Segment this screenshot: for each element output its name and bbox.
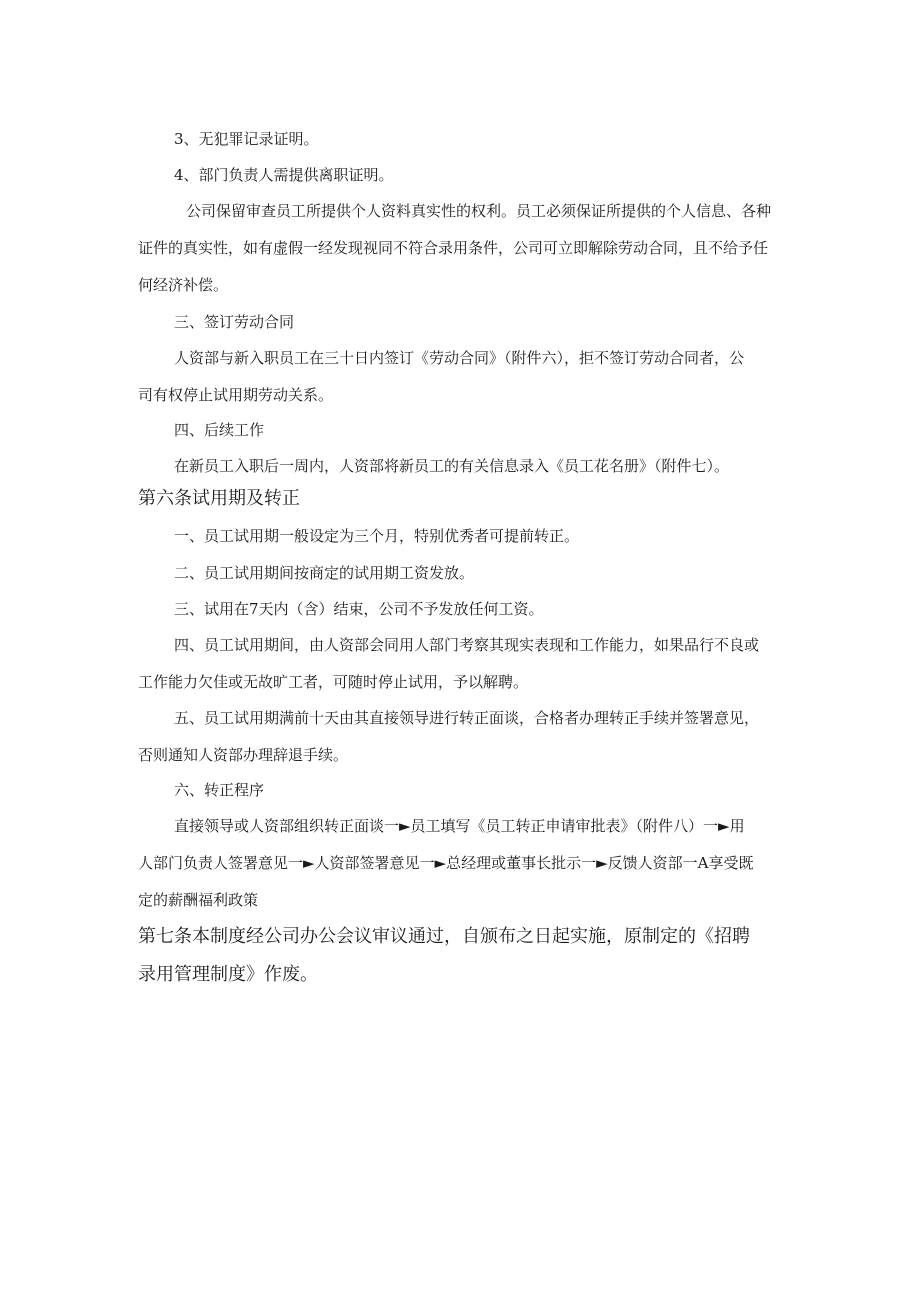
verification-paragraph	[138, 193, 786, 304]
paragraph-line: 何经济补偿。	[138, 276, 229, 294]
list-item-4: 4、部门负责人需提供离职证明。	[174, 166, 394, 184]
confirmation-procedure-paragraph	[138, 808, 786, 919]
article-6-item-5	[138, 700, 786, 774]
article-7-paragraph	[138, 918, 788, 994]
article-6-heading: 第六条试用期及转正	[138, 488, 300, 509]
paragraph-line: 否则通知人资部办理辞退手续。	[138, 746, 349, 764]
paragraph-line: 工作能力欠佳或无故旷工者，可随时停止试用，予以解聘。	[138, 673, 529, 691]
paragraph-line: 录用管理制度》作废。	[138, 964, 318, 985]
paragraph-line: 司有权停止试用期劳动关系。	[138, 386, 334, 404]
article-6-item-1: 一、员工试用期一般设定为三个月，特别优秀者可提前转正。	[174, 527, 580, 545]
sign-contract-paragraph	[138, 340, 786, 414]
paragraph-line: 公司保留审查员工所提供个人资料真实性的权利。员工必须保证所提供的个人信息、各种	[186, 202, 772, 220]
paragraph-line: 定的薪酬福利政策	[138, 891, 259, 909]
paragraph-line: 证件的真实性，如有虚假一经发现视同不符合录用条件，公司可立即解除劳动合同，且不给予任	[138, 239, 769, 257]
paragraph-line: 人资部与新入职员工在三十日内签订《劳动合同》（附件六），拒不签订劳动合同者，公	[174, 349, 745, 367]
paragraph-line: 第七条本制度经公司办公会议审议通过，自颁布之日起实施，原制定的《招聘	[138, 926, 750, 947]
paragraph-line: 四、员工试用期间，由人资部会同用人部门考察其现实表现和工作能力，如果品行不良或	[174, 636, 760, 654]
follow-up-paragraph: 在新员工入职后一周内，人资部将新员工的有关信息录入《员工花名册》（附件七）。	[174, 457, 730, 475]
section-title-follow-up: 四、后续工作	[174, 421, 265, 439]
article-6-item-4	[138, 627, 786, 701]
section-title-sign-contract: 三、签订劳动合同	[174, 313, 295, 331]
paragraph-line: 五、员工试用期满前十天由其直接领导进行转正面谈，合格者办理转正手续并签署意见，	[174, 709, 760, 727]
article-6-item-6-title: 六、转正程序	[174, 781, 265, 799]
list-item-3: 3、无犯罪记录证明。	[174, 130, 319, 148]
article-6-item-3: 三、试用在7天内（含）结束，公司不予发放任何工资。	[174, 600, 544, 618]
article-6-item-2: 二、员工试用期间按商定的试用期工资发放。	[174, 564, 475, 582]
paragraph-line: 直接领导或人资部组织转正面谈一►员工填写《员工转正申请审批表》（附件八）一►用	[174, 817, 745, 835]
paragraph-line: 人部门负责人签署意见一►人资部签署意见一►总经理或董事长批示一►反馈人资部一A享受既	[138, 854, 754, 872]
